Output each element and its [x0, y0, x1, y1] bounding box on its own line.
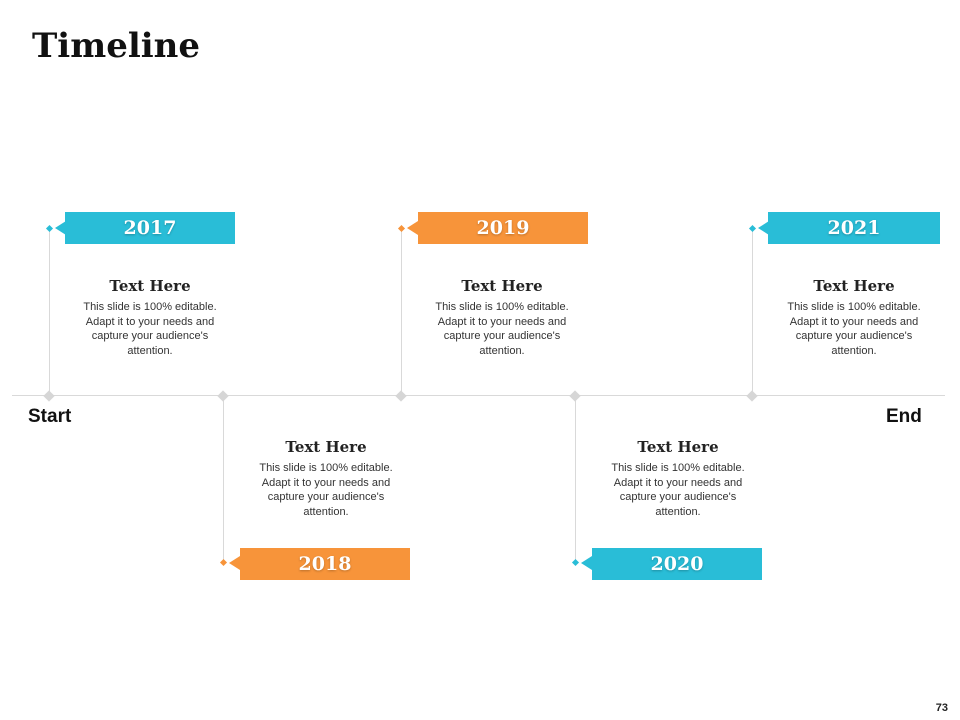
- axis-marker-2017: [43, 390, 54, 401]
- axis-marker-2021: [746, 390, 757, 401]
- milestone-2020: [603, 438, 753, 519]
- connector-2020: [575, 396, 576, 563]
- milestone-body: This slide is 100% editable. Adapt it to your needs and capture your audience's attention.: [259, 462, 393, 518]
- connector-2017: [49, 229, 50, 395]
- milestone-body: This slide is 100% editable. Adapt it to your needs and capture your audience's attention.: [83, 301, 217, 357]
- axis-marker-2020: [569, 390, 580, 401]
- flag-marker-2020: [572, 559, 579, 566]
- flag-tip-2019: [407, 221, 418, 235]
- flag-marker-2017: [46, 225, 53, 232]
- milestone-heading: Text Here: [461, 277, 543, 295]
- start-label: Start: [28, 406, 72, 427]
- milestone-body: This slide is 100% editable. Adapt it to your needs and capture your audience's attention.: [787, 301, 921, 357]
- flag-marker-2021: [749, 225, 756, 232]
- connector-2018: [223, 396, 224, 563]
- axis-marker-2018: [217, 390, 228, 401]
- end-label: End: [886, 406, 922, 427]
- connector-2021: [752, 229, 753, 395]
- milestone-body: This slide is 100% editable. Adapt it to your needs and capture your audience's attention.: [611, 462, 745, 518]
- milestone-2019: [427, 277, 577, 358]
- year-flag-2020: 2020: [592, 548, 762, 580]
- milestone-heading: Text Here: [285, 438, 367, 456]
- flag-marker-2019: [398, 225, 405, 232]
- connector-2019: [401, 229, 402, 395]
- milestone-heading: Text Here: [109, 277, 191, 295]
- year-flag-2017: 2017: [65, 212, 235, 244]
- year-flag-2018: 2018: [240, 548, 410, 580]
- page-title: Timeline: [32, 26, 201, 66]
- timeline-axis: [12, 395, 945, 396]
- axis-marker-2019: [395, 390, 406, 401]
- flag-marker-2018: [220, 559, 227, 566]
- milestone-2017: [75, 277, 225, 358]
- milestone-heading: Text Here: [813, 277, 895, 295]
- year-flag-2019: 2019: [418, 212, 588, 244]
- milestone-heading: Text Here: [637, 438, 719, 456]
- flag-tip-2020: [581, 556, 592, 570]
- milestone-body: This slide is 100% editable. Adapt it to your needs and capture your audience's attention.: [435, 301, 569, 357]
- milestone-2021: [779, 277, 929, 358]
- milestone-2018: [251, 438, 401, 519]
- flag-tip-2018: [229, 556, 240, 570]
- page-number: 73: [935, 702, 948, 714]
- year-flag-2021: 2021: [768, 212, 940, 244]
